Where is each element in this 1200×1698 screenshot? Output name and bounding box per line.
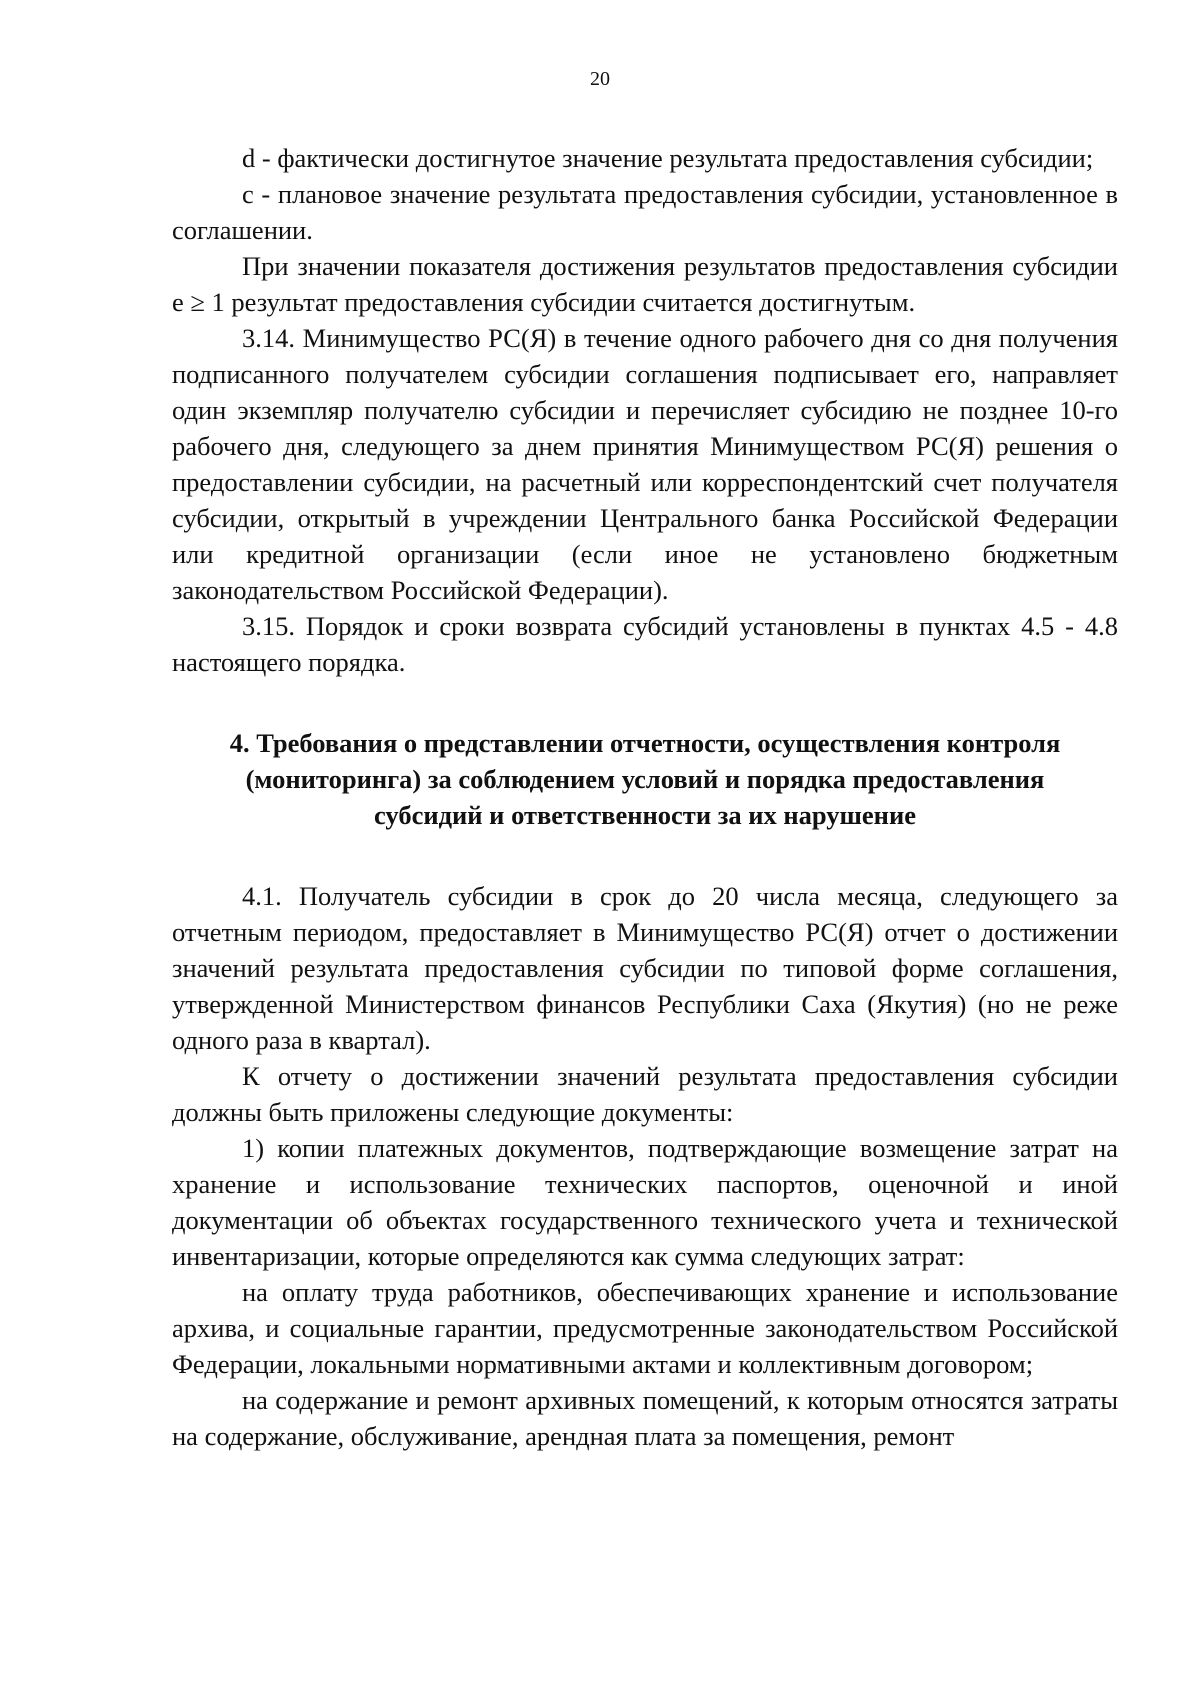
paragraph-d-definition: d - фактически достигнутое значение результата предоставления субсидии;: [242, 143, 1094, 173]
paragraph-labor-costs: на оплату труда работников, обеспечивающих хранение и использование архива, и социальные гарантии, предусмотренные законодательством Российской Федерации, локальными нормативными актами и коллективным договором;: [172, 1277, 1118, 1379]
paragraph-report-attachments: К отчету о достижении значений результата предоставления субсидии должны быть приложены следующие документы:: [172, 1061, 1118, 1127]
paragraph-3-15: 3.15. Порядок и сроки возврата субсидий установлены в пунктах 4.5 - 4.8 настоящего порядка.: [172, 611, 1118, 677]
paragraph-achievement-condition: При значении показателя достижения результатов предоставления субсидии e ≥ 1 результат предоставления субсидии считается достигнутым.: [172, 251, 1118, 317]
section-heading-4: 4. Требования о представлении отчетности, осуществления контроля (мониторинга) за соблюдением условий и порядка предоставления субсидий и ответственности за их нарушение: [229, 728, 1061, 830]
paragraph-maintenance-costs: на содержание и ремонт архивных помещений, к которым относятся затраты на содержание, обслуживание, арендная плата за помещения, ремонт: [172, 1385, 1118, 1451]
paragraph-c-definition: c - плановое значение результата предоставления субсидии, установленное в соглашении.: [172, 179, 1118, 245]
paragraph-item-1: 1) копии платежных документов, подтверждающие возмещение затрат на хранение и использование технических паспортов, оценочной и иной документации об объектах государственного технического учета и технической инвентаризации, которые определяются как сумма следующих затрат:: [172, 1133, 1118, 1271]
page-number: 20: [590, 68, 610, 90]
paragraph-3-14: 3.14. Минимущество РС(Я) в течение одного рабочего дня со дня получения подписанного получателем субсидии соглашения подписывает его, направляет один экземпляр получателю субсидии и перечисляет субсидию не позднее 10-го рабочего дня, следующего за днем принятия Минимуществом РС(Я) решения о предоставлении субсидии, на расчетный или корреспондентский счет получателя субсидии, открытый в учреждении Центрального банка Российской Федерации или кредитной организации (если иное не установлено бюджетным законодательством Российской Федерации).: [172, 323, 1118, 605]
document-body: [172, 140, 1118, 1454]
paragraph-4-1: 4.1. Получатель субсидии в срок до 20 числа месяца, следующего за отчетным периодом, предоставляет в Минимущество РС(Я) отчет о достижении значений результата предоставления субсидии по типовой форме соглашения, утвержденной Министерством финансов Республики Саха (Якутия) (но не реже одного раза в квартал).: [172, 881, 1118, 1055]
